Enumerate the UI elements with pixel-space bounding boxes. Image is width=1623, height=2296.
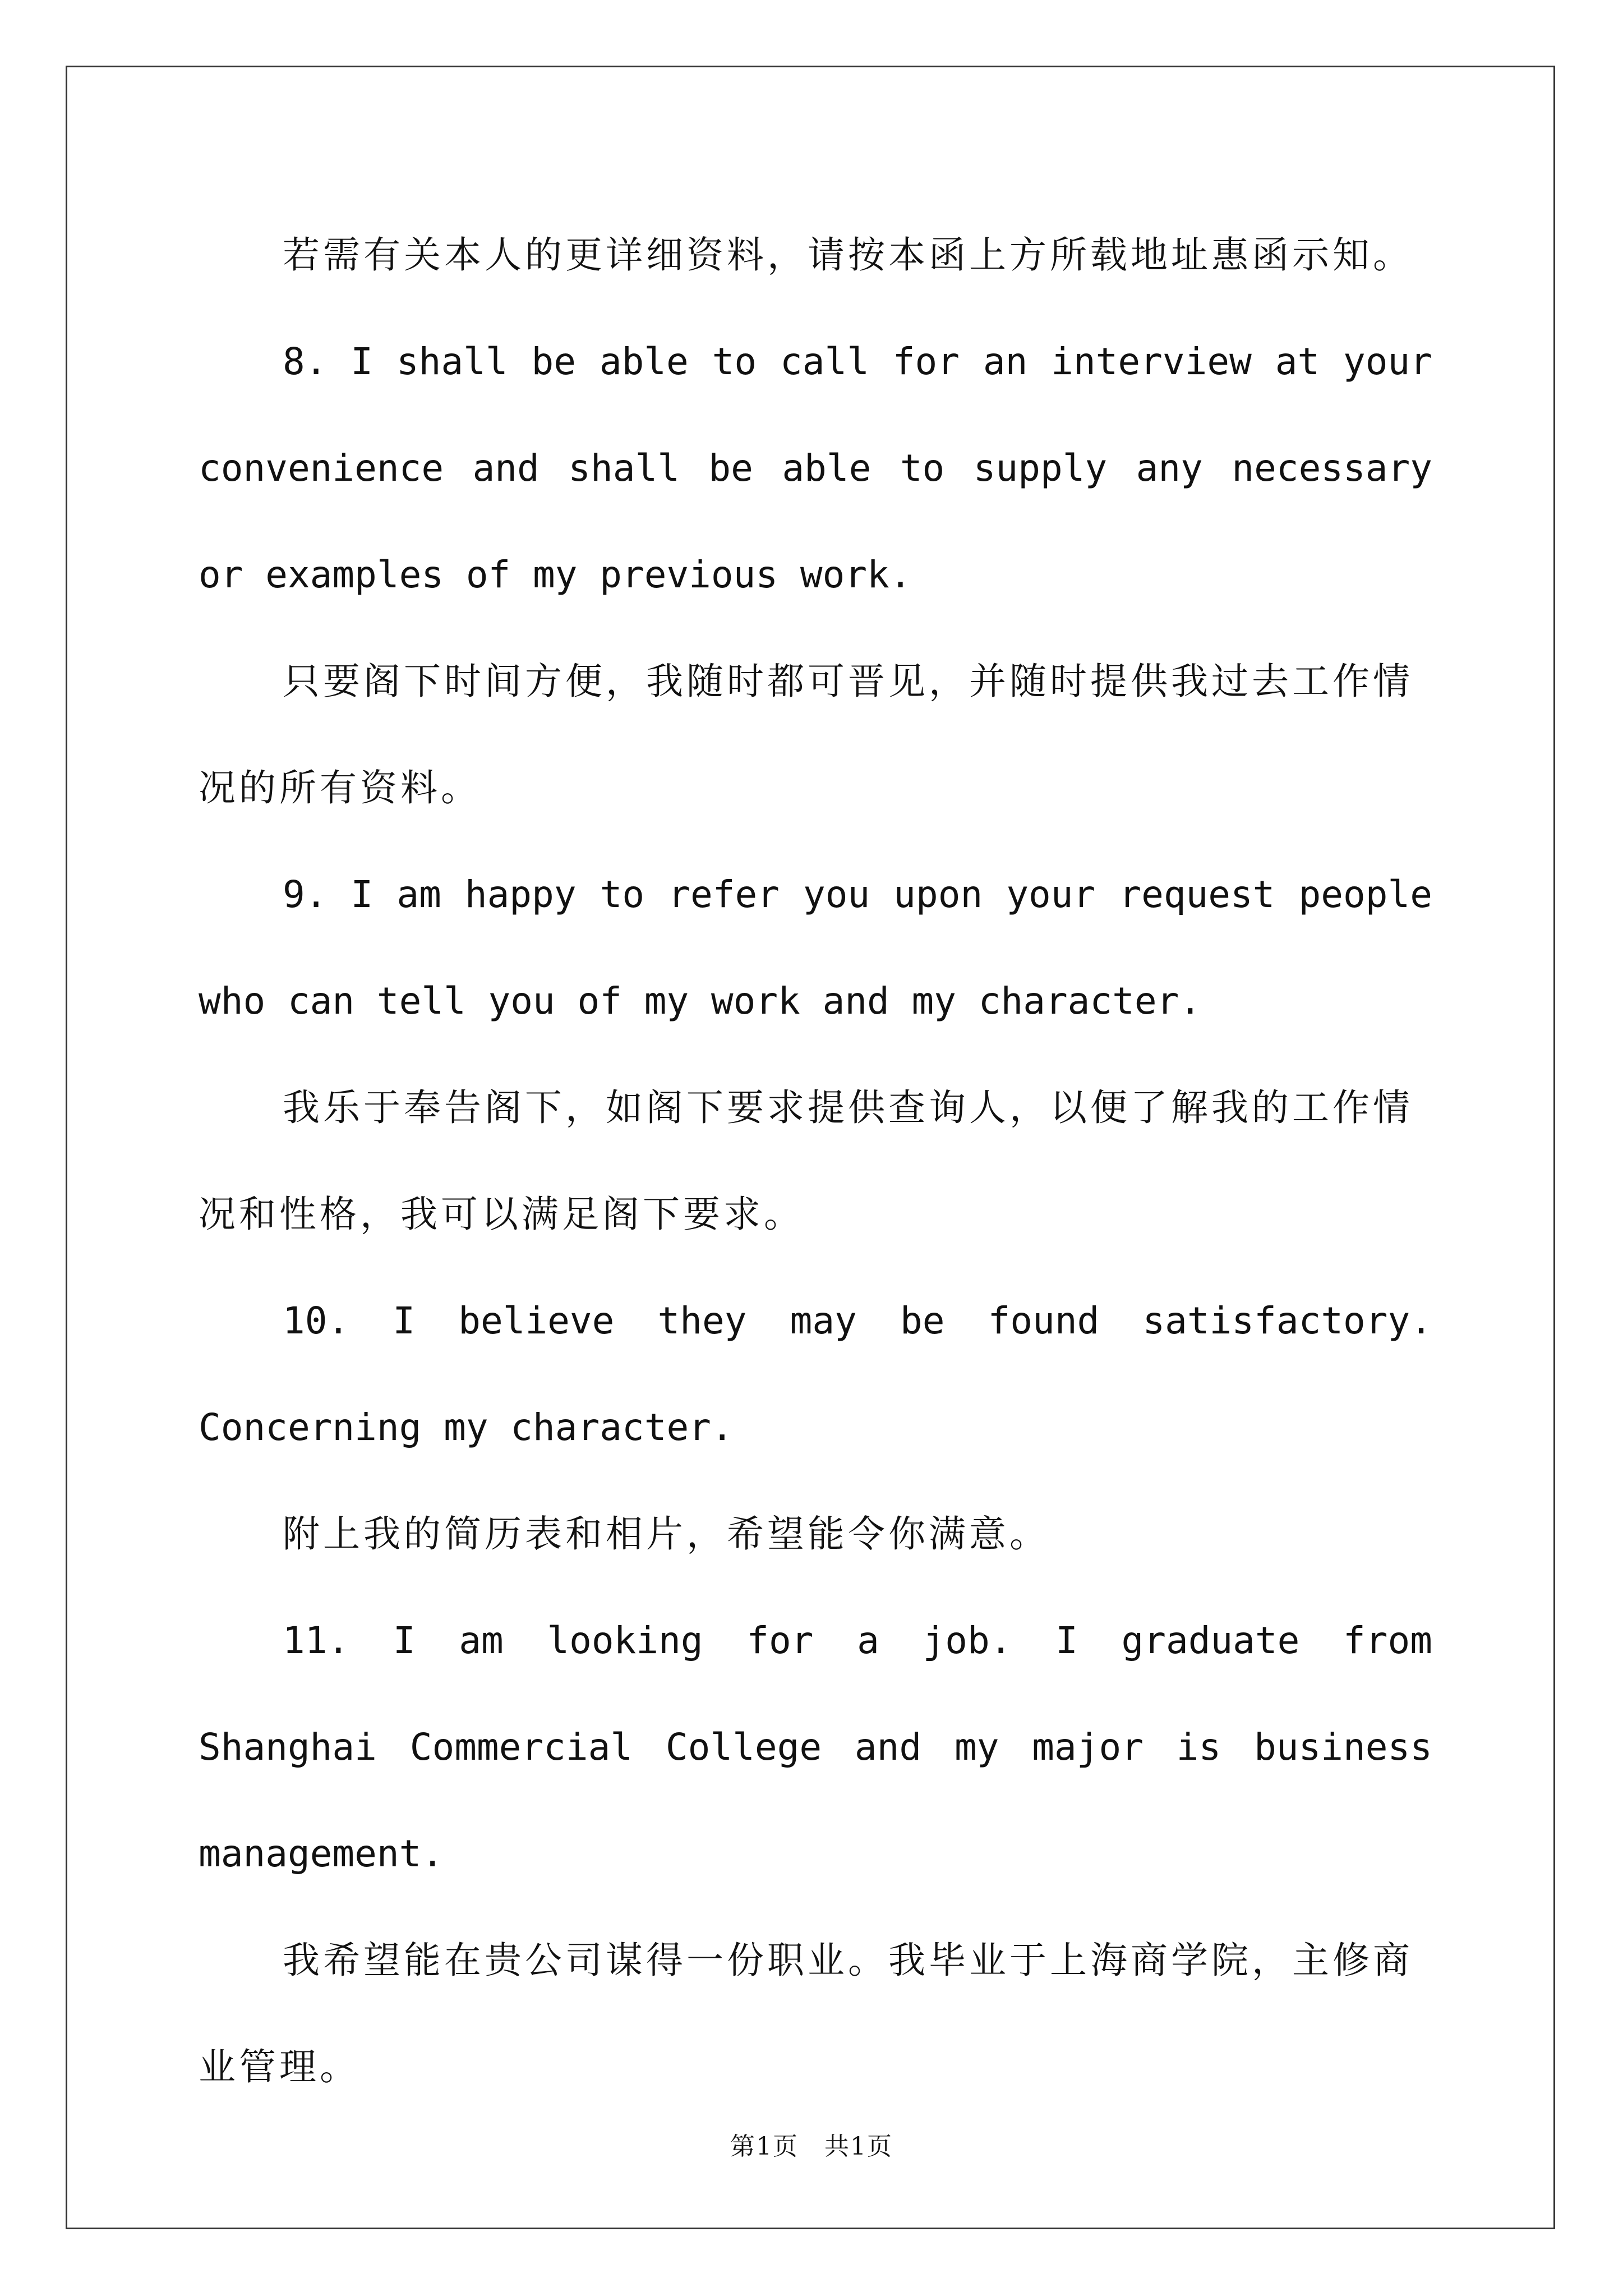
paragraph-en-10: 10. I believe they may be found satisfactory. Concerning my character. xyxy=(199,1299,1432,1449)
document-body xyxy=(199,202,1432,2120)
paragraph-zh-resume: 附上我的简历表和相片，希望能令你满意。 xyxy=(283,1512,1050,1556)
page-footer: 第1页 共1页 xyxy=(730,2132,893,2161)
paragraph-en-8: 8. I shall be able to call for an interview at your convenience and shall be able to supply any necessary or examples of my previous work. xyxy=(199,340,1432,596)
paragraph-zh-job: 我希望能在贵公司谋得一份职业。我毕业于上海商学院，主修商业管理。 xyxy=(199,1939,1413,2088)
paragraph-zh-references: 我乐于奉告阁下，如阁下要求提供查询人，以便了解我的工作情况和性格，我可以满足阁下要求。 xyxy=(199,1086,1413,1236)
paragraph-en-11: 11. I am looking for a job. I graduate from Shanghai Commercial College and my major is business management. xyxy=(199,1619,1432,1875)
paragraph-zh-interview: 只要阁下时间方便，我随时都可晋见，并随时提供我过去工作情况的所有资料。 xyxy=(199,660,1413,809)
paragraph-en-9: 9. I am happy to refer you upon your request people who can tell you of my work and my character. xyxy=(199,873,1432,1023)
paragraph-zh-info-request: 若需有关本人的更详细资料，请按本函上方所载地址惠函示知。 xyxy=(283,233,1413,277)
